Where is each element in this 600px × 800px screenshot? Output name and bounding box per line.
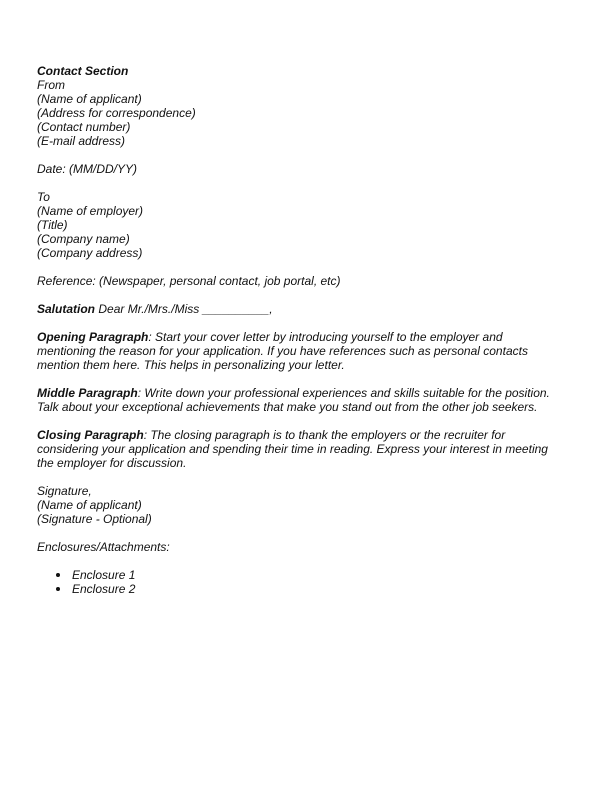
reference-line: Reference: (Newspaper, personal contact, job portal, etc) <box>37 274 341 288</box>
employer-name-line: (Name of employer) <box>37 204 144 218</box>
closing-line-2: considering your application and spending their time in reading. Express your interest in meeting <box>37 442 548 456</box>
opening-line-1: : Start your cover letter by introducing yourself to the employer and <box>148 330 503 344</box>
enclosure-2: Enclosure 2 <box>72 582 136 596</box>
middle-line-1: : Write down your professional experiences and skills suitable for the position. <box>137 386 550 400</box>
list-item <box>37 582 567 596</box>
company-address-line: (Company address) <box>37 246 143 260</box>
closing-paragraph <box>37 428 567 470</box>
contact-section <box>37 64 567 148</box>
signature-line: Signature, <box>37 484 92 498</box>
salutation-line <box>37 302 567 316</box>
opening-line-2: mentioning the reason for your application. If you have references such as personal contacts <box>37 344 528 358</box>
to-label: To <box>37 190 50 204</box>
enclosures-list <box>37 568 567 596</box>
closing-label: Closing Paragraph <box>37 428 144 442</box>
applicant-phone-line: (Contact number) <box>37 120 131 134</box>
from-label: From <box>37 78 65 92</box>
signature-optional-line: (Signature - Optional) <box>37 512 152 526</box>
salutation-label: Salutation <box>37 302 96 316</box>
signature-name-line: (Name of applicant) <box>37 498 142 512</box>
middle-label: Middle Paragraph <box>37 386 138 400</box>
bullet-icon <box>56 573 60 577</box>
opening-paragraph <box>37 330 567 372</box>
signature-section <box>37 484 567 526</box>
middle-paragraph <box>37 386 567 414</box>
closing-line-1: : The closing paragraph is to thank the employers or the recruiter for <box>143 428 506 442</box>
list-item <box>37 568 567 582</box>
opening-line-3: mention them here. This helps in personalizing your letter. <box>37 358 345 372</box>
contact-heading: Contact Section <box>37 64 129 78</box>
salutation-text: Dear Mr./Mrs./Miss __________, <box>95 302 273 316</box>
applicant-name-line: (Name of applicant) <box>37 92 142 106</box>
enclosure-1: Enclosure 1 <box>72 568 136 582</box>
recipient-section <box>37 190 567 260</box>
bullet-icon <box>56 587 60 591</box>
middle-line-2: Talk about your exceptional achievements that make you stand out from the other job seekers. <box>37 400 538 414</box>
closing-line-3: the employer for discussion. <box>37 456 187 470</box>
applicant-email-line: (E-mail address) <box>37 134 126 148</box>
company-name-line: (Company name) <box>37 232 130 246</box>
enclosures-heading: Enclosures/Attachments: <box>37 540 170 554</box>
cover-letter-template <box>37 64 567 596</box>
opening-label: Opening Paragraph <box>37 330 149 344</box>
date-line: Date: (MM/DD/YY) <box>37 162 138 176</box>
employer-title-line: (Title) <box>37 218 68 232</box>
applicant-address-line: (Address for correspondence) <box>37 106 196 120</box>
